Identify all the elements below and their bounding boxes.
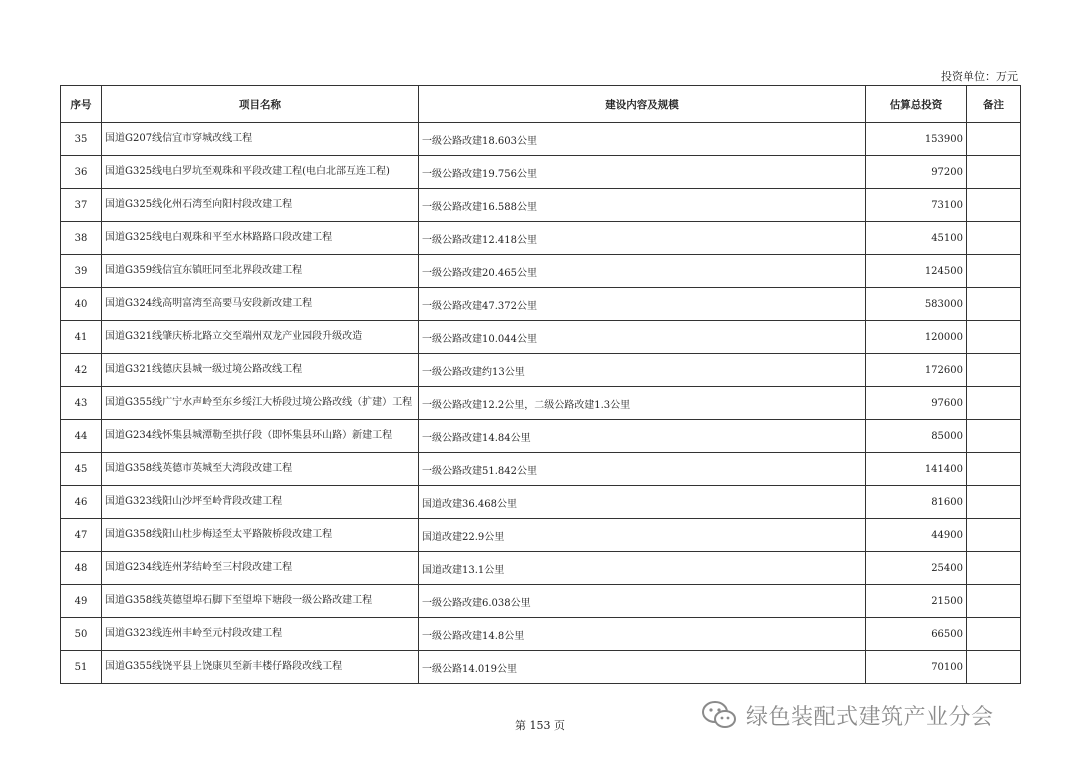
remark	[967, 288, 1021, 321]
construction-content: 一级公路改建14.8公里	[419, 618, 866, 651]
table-row	[61, 618, 1021, 651]
row-number: 51	[61, 651, 102, 684]
construction-content: 一级公路改建10.044公里	[419, 321, 866, 354]
project-name: 国道G355线广宁水声岭至东乡绥江大桥段过境公路改线（扩建）工程	[102, 387, 419, 420]
remark	[967, 519, 1021, 552]
row-number: 45	[61, 453, 102, 486]
row-number: 41	[61, 321, 102, 354]
construction-content: 一级公路改建14.84公里	[419, 420, 866, 453]
header-amount: 估算总投资	[866, 86, 967, 123]
header-name: 项目名称	[102, 86, 419, 123]
row-number: 40	[61, 288, 102, 321]
construction-content: 一级公路改建20.465公里	[419, 255, 866, 288]
project-name: 国道G358线英德市英城至大湾段改建工程	[102, 453, 419, 486]
table-row	[61, 321, 1021, 354]
table-row	[61, 222, 1021, 255]
construction-content: 一级公路改建约13公里	[419, 354, 866, 387]
table-row	[61, 453, 1021, 486]
row-number: 49	[61, 585, 102, 618]
table-row	[61, 651, 1021, 684]
wechat-icon	[700, 700, 738, 730]
project-name: 国道G325线电白罗坑至观珠和平段改建工程(电白北部互连工程)	[102, 156, 419, 189]
construction-content: 一级公路改建47.372公里	[419, 288, 866, 321]
header-no: 序号	[61, 86, 102, 123]
header-content: 建设内容及规模	[419, 86, 866, 123]
construction-content: 国道改建36.468公里	[419, 486, 866, 519]
table-row	[61, 354, 1021, 387]
row-number: 42	[61, 354, 102, 387]
row-number: 35	[61, 123, 102, 156]
project-name: 国道G359线信宜东镇旺同至北界段改建工程	[102, 255, 419, 288]
remark	[967, 123, 1021, 156]
estimated-investment: 66500	[866, 618, 967, 651]
row-number: 48	[61, 552, 102, 585]
remark	[967, 222, 1021, 255]
remark	[967, 552, 1021, 585]
project-name: 国道G323线阳山沙坪至岭背段改建工程	[102, 486, 419, 519]
table-row	[61, 552, 1021, 585]
estimated-investment: 85000	[866, 420, 967, 453]
estimated-investment: 120000	[866, 321, 967, 354]
estimated-investment: 97600	[866, 387, 967, 420]
estimated-investment: 172600	[866, 354, 967, 387]
estimated-investment: 124500	[866, 255, 967, 288]
estimated-investment: 97200	[866, 156, 967, 189]
project-table	[60, 85, 1021, 684]
remark	[967, 321, 1021, 354]
header-note: 备注	[967, 86, 1021, 123]
table-row	[61, 156, 1021, 189]
table-row	[61, 420, 1021, 453]
project-name: 国道G324线高明富湾至高要马安段新改建工程	[102, 288, 419, 321]
project-name: 国道G321线德庆县城一级过境公路改线工程	[102, 354, 419, 387]
project-name: 国道G234线怀集县城潭勒至拱仔段（即怀集县环山路）新建工程	[102, 420, 419, 453]
table-row	[61, 123, 1021, 156]
construction-content: 一级公路改建12.2公里，二级公路改建1.3公里	[419, 387, 866, 420]
row-number: 47	[61, 519, 102, 552]
row-number: 44	[61, 420, 102, 453]
estimated-investment: 21500	[866, 585, 967, 618]
remark	[967, 486, 1021, 519]
remark	[967, 255, 1021, 288]
estimated-investment: 583000	[866, 288, 967, 321]
watermark-text: 绿色装配式建筑产业分会	[746, 704, 994, 730]
construction-content: 一级公路改建16.588公里	[419, 189, 866, 222]
row-number: 39	[61, 255, 102, 288]
project-name: 国道G207线信宜市穿城改线工程	[102, 123, 419, 156]
estimated-investment: 70100	[866, 651, 967, 684]
table-header-row	[61, 86, 1021, 123]
estimated-investment: 141400	[866, 453, 967, 486]
estimated-investment: 81600	[866, 486, 967, 519]
investment-unit-label: 投资单位：万元	[941, 70, 1018, 83]
remark	[967, 189, 1021, 222]
construction-content: 国道改建22.9公里	[419, 519, 866, 552]
estimated-investment: 44900	[866, 519, 967, 552]
row-number: 36	[61, 156, 102, 189]
row-number: 37	[61, 189, 102, 222]
page-number: 第 153 页	[515, 719, 565, 732]
project-name: 国道G325线电白观珠和平至水林路路口段改建工程	[102, 222, 419, 255]
watermark	[700, 699, 994, 731]
project-name: 国道G355线饶平县上饶康贝至新丰楼仔路段改线工程	[102, 651, 419, 684]
table-row	[61, 255, 1021, 288]
remark	[967, 156, 1021, 189]
table-row	[61, 585, 1021, 618]
remark	[967, 387, 1021, 420]
construction-content: 国道改建13.1公里	[419, 552, 866, 585]
estimated-investment: 153900	[866, 123, 967, 156]
construction-content: 一级公路改建51.842公里	[419, 453, 866, 486]
row-number: 50	[61, 618, 102, 651]
table-row	[61, 486, 1021, 519]
project-name: 国道G358线阳山杜步梅迳至太平路陂桥段改建工程	[102, 519, 419, 552]
project-name: 国道G234线连州茅结岭至三村段改建工程	[102, 552, 419, 585]
construction-content: 一级公路改建18.603公里	[419, 123, 866, 156]
estimated-investment: 45100	[866, 222, 967, 255]
remark	[967, 453, 1021, 486]
estimated-investment: 73100	[866, 189, 967, 222]
table-row	[61, 387, 1021, 420]
construction-content: 一级公路改建12.418公里	[419, 222, 866, 255]
estimated-investment: 25400	[866, 552, 967, 585]
project-name: 国道G325线化州石湾至向阳村段改建工程	[102, 189, 419, 222]
construction-content: 一级公路改建19.756公里	[419, 156, 866, 189]
project-name: 国道G323线连州丰岭至元村段改建工程	[102, 618, 419, 651]
table-row	[61, 288, 1021, 321]
row-number: 46	[61, 486, 102, 519]
project-name: 国道G358线英德望埠石脚下至望埠下塘段一级公路改建工程	[102, 585, 419, 618]
remark	[967, 651, 1021, 684]
row-number: 43	[61, 387, 102, 420]
row-number: 38	[61, 222, 102, 255]
table-row	[61, 189, 1021, 222]
project-name: 国道G321线肇庆桥北路立交至端州双龙产业园段升级改造	[102, 321, 419, 354]
remark	[967, 354, 1021, 387]
table-row	[61, 519, 1021, 552]
remark	[967, 618, 1021, 651]
remark	[967, 585, 1021, 618]
remark	[967, 420, 1021, 453]
construction-content: 一级公路14.019公里	[419, 651, 866, 684]
construction-content: 一级公路改建6.038公里	[419, 585, 866, 618]
